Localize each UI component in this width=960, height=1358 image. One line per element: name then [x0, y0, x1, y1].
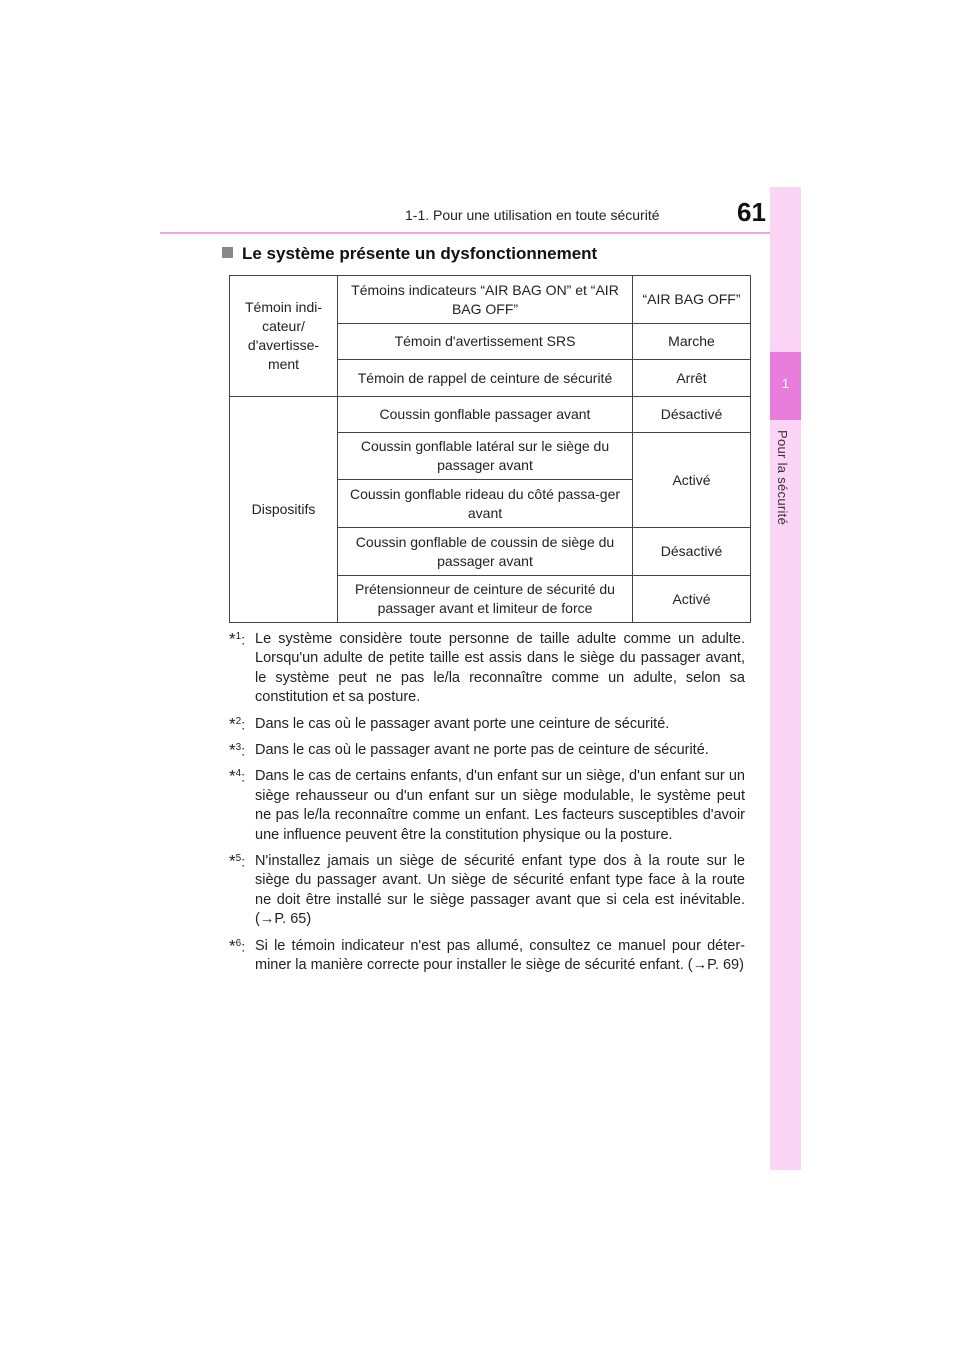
table-row — [230, 397, 751, 433]
footnote — [229, 852, 745, 930]
section-heading-text: Le système présente un dysfonctionnement — [242, 244, 598, 263]
footnote-text: Dans le cas où le passager avant porte une ceinture de sécurité. — [255, 715, 670, 732]
row-value: Activé — [633, 576, 751, 623]
footnote-marker: *$^2$: — [229, 714, 246, 734]
row-label: Témoins indicateurs “AIR BAG ON” et “AIR BAG OFF” — [338, 276, 633, 324]
footnote-marker: *$^1$: — [229, 629, 246, 649]
footnote-text: Dans le cas de certains enfants, d'un enfant sur un siège, d'un enfant sur un siège rehausseur ou d'un enfant sur un siège modulable, le système peut ne pas le/la reconnaître comme un enfant. Les facteurs susceptibles d'avoir une influence peuvent être la constitution physique ou la posture. — [255, 768, 745, 843]
footnote-marker: *$^4$: — [229, 767, 246, 787]
row-value: “AIR BAG OFF” — [633, 276, 751, 324]
row-value: Activé — [633, 433, 751, 528]
header-section-title: 1-1. Pour une utilisation en toute sécurité — [405, 207, 660, 223]
row-value: Désactivé — [633, 397, 751, 433]
footnote — [229, 767, 745, 845]
row-label: Coussin gonflable latéral sur le siège du passager avant — [338, 433, 633, 480]
group-devices-cell: Dispositifs — [230, 397, 338, 623]
footnote-text: N'installez jamais un siège de sécurité enfant type dos à la route sur le siège du passager avant. Un siège de sécurité enfant type face à la route ne doit être installé sur le siège passager avant que si cela est inévitable. (→P. 65) — [255, 853, 745, 928]
row-value: Arrêt — [633, 360, 751, 397]
status-table — [229, 275, 751, 623]
row-label: Témoin de rappel de ceinture de sécurité — [338, 360, 633, 397]
footnote-marker: *$^5$: — [229, 851, 246, 871]
row-label: Prétensionneur de ceinture de sécurité du passager avant et limiteur de force — [338, 576, 633, 623]
table-row — [230, 276, 751, 324]
footnote — [229, 715, 745, 734]
chapter-title: Pour la sécurité — [775, 430, 790, 526]
footnote — [229, 937, 745, 976]
footnotes — [229, 630, 745, 983]
row-label: Coussin gonflable passager avant — [338, 397, 633, 433]
chapter-side-tab — [770, 187, 801, 1170]
group-indicator-cell: Témoin indi-cateur/ d'avertisse-ment — [230, 276, 338, 397]
row-label: Coussin gonflable rideau du côté passa-ger avant — [338, 480, 633, 528]
footnote-text: Le système considère toute personne de taille adulte comme un adulte. Lorsqu'un adulte de petite taille est assis dans le siège du passager avant, le système peut ne pas le/la reconnaître comme un adulte, selon sa constitution et sa posture. — [255, 631, 745, 706]
footnote-text: Dans le cas où le passager avant ne porte pas de ceinture de sécurité. — [255, 742, 709, 759]
row-value: Désactivé — [633, 528, 751, 576]
row-label: Témoin d'avertissement SRS — [338, 324, 633, 360]
header-divider — [160, 232, 800, 234]
footnote-marker: *$^6$: — [229, 936, 246, 956]
footnote — [229, 741, 745, 760]
footnote-text: Si le témoin indicateur n'est pas allumé, consultez ce manuel pour déter-miner la manière correcte pour installer le siège de sécurité enfant. (→P. 69) — [255, 937, 745, 974]
chapter-number: 1 — [781, 376, 790, 391]
page-number: 61 — [737, 197, 766, 227]
section-heading — [222, 244, 597, 264]
footnote — [229, 630, 745, 708]
footnote-marker: *$^3$: — [229, 740, 246, 760]
row-label: Coussin gonflable de coussin de siège du passager avant — [338, 528, 633, 576]
row-value: Marche — [633, 324, 751, 360]
square-bullet-icon — [222, 247, 233, 258]
